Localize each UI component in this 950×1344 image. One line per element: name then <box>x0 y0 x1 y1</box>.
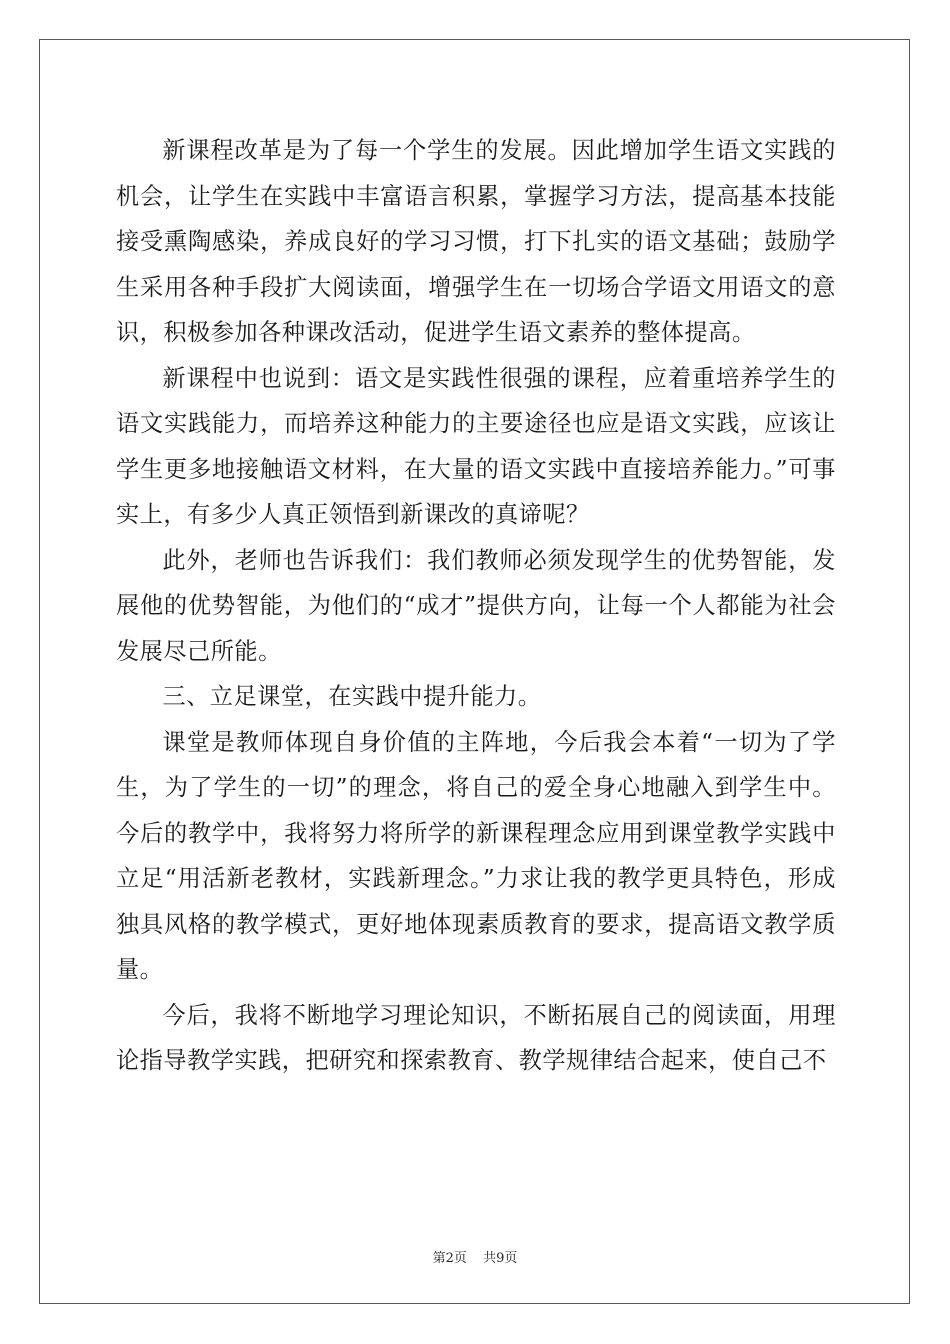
section-heading: 三、立足课堂，在实践中提升能力。 <box>162 683 542 710</box>
paragraph-4: 课堂是教师体现自身价值的主阵地，今后我会本着“一切为了学生，为了学生的一切”的理念，将自己的爱全身心地融入到学生中。今后的教学中，我将努力将所学的新课程理念应用到课堂教学实践中立足“用活新老教材，实践新理念。”力求让我的教学更具特色，形成独具风格的教学模式，更好地体现素质教育的要求，提高语文教学质量。 <box>116 728 836 983</box>
paragraph-3: 此外，老师也告诉我们：我们教师必须发现学生的优势智能，发展他的优势智能，为他们的“成才”提供方向，让每一个人都能为社会发展尽己所能。 <box>116 546 836 665</box>
page-number: 第2页 <box>432 1251 467 1266</box>
paragraph-1: 新课程改革是为了每一个学生的发展。因此增加学生语文实践的机会，让学生在实践中丰富语言积累，掌握学习方法，提高基本技能接受熏陶感染，养成良好的学习习惯，打下扎实的语文基础；鼓励学生采用各种手段扩大阅读面，增强学生在一切场合学语文用语文的意识，积极参加各种课改活动，促进学生语文素养的整体提高。 <box>116 137 836 346</box>
paragraph-5: 今后，我将不断地学习理论知识，不断拓展自己的阅读面，用理论指导教学实践，把研究和探索教育、教学规律结合起来，使自己不 <box>116 1001 836 1074</box>
total-pages: 共9页 <box>483 1251 518 1266</box>
paragraph-2: 新课程中也说到：语文是实践性很强的课程，应着重培养学生的语文实践能力，而培养这种能力的主要途径也应是语文实践，应该让学生更多地接触语文材料，在大量的语文实践中直接培养能力。”可事实上，有多少人真正领悟到新课改的真谛呢？ <box>116 364 836 528</box>
document-body <box>116 128 836 1084</box>
page-footer <box>0 1247 950 1266</box>
